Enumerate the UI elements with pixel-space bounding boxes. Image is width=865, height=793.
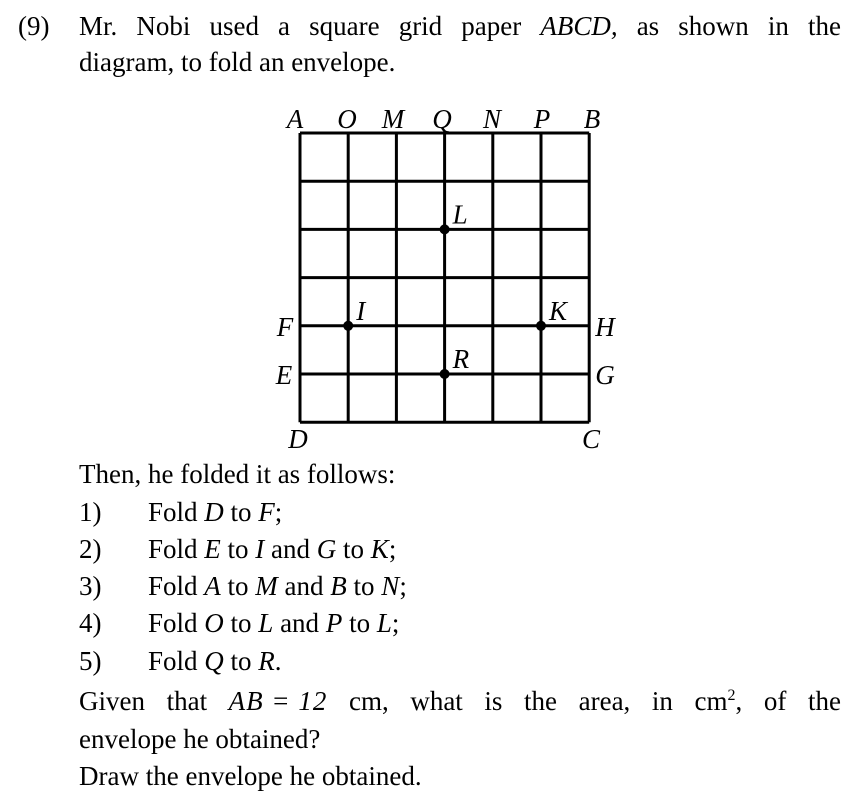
top-label-o: O: [337, 104, 357, 134]
question-number: (9): [18, 11, 50, 41]
step-word: to: [223, 646, 259, 676]
step-number: 5): [79, 646, 102, 676]
step-word: ;: [391, 608, 400, 638]
point-label: L: [376, 608, 392, 638]
word: the: [807, 686, 841, 716]
point-label: O: [204, 608, 224, 638]
math-expression: AB = 12: [228, 686, 328, 716]
step-word: and: [273, 608, 326, 638]
step-text: [148, 497, 282, 528]
word: Given: [79, 686, 145, 716]
point-label: L: [258, 608, 274, 638]
step-word: ;: [399, 571, 407, 601]
step-text: [148, 608, 399, 639]
step-text: [148, 646, 282, 677]
point-l: [440, 224, 450, 234]
step-word: to: [336, 534, 371, 564]
top-label-m: M: [381, 104, 405, 134]
step-number: 2): [79, 534, 102, 564]
point-label: R: [258, 646, 275, 676]
step-word: to: [220, 571, 256, 601]
word: that: [166, 686, 208, 716]
step-word: ;: [274, 497, 283, 527]
top-label-b: B: [583, 104, 601, 134]
word: grid: [398, 11, 443, 41]
point-label: D: [204, 497, 224, 527]
step-word: to: [342, 608, 377, 638]
superscript-2: 2: [727, 687, 736, 704]
top-label-n: N: [482, 104, 502, 134]
given-line: [79, 686, 841, 716]
given-line-2: envelope he obtained?: [79, 724, 321, 754]
point-label: N: [381, 571, 400, 601]
point-label: K: [370, 534, 389, 564]
word: as: [636, 11, 660, 41]
point-label: Q: [204, 646, 224, 676]
point-label: A: [204, 571, 221, 601]
point-r: [440, 369, 450, 379]
point-k: [536, 321, 546, 331]
point-label-k: K: [549, 295, 568, 326]
unit-cm2: $cm^2$,: [694, 686, 743, 716]
point-label-i: I: [356, 295, 366, 326]
step-word: and: [264, 534, 317, 564]
draw-line: Draw the envelope he obtained.: [79, 761, 422, 791]
word: what: [410, 686, 463, 716]
word: a: [278, 11, 291, 41]
point-label: G: [316, 534, 337, 564]
top-label-p: P: [533, 104, 551, 134]
word: square: [309, 11, 380, 41]
step-word: to: [220, 534, 256, 564]
point-label: F: [258, 497, 275, 527]
step-text: [148, 534, 396, 565]
top-label-a: A: [286, 104, 304, 134]
point-label: E: [204, 534, 221, 564]
word: the: [808, 11, 841, 41]
step-word: Fold: [148, 534, 205, 564]
word: shown: [678, 11, 749, 41]
step-word: Fold: [148, 497, 205, 527]
step-word: Fold: [148, 608, 205, 638]
point-label: M: [255, 571, 278, 601]
word: of: [763, 686, 787, 716]
step-word: .: [274, 646, 282, 676]
word: in: [651, 686, 673, 716]
word: paper: [461, 11, 522, 41]
word: the: [524, 686, 558, 716]
left-label-e: E: [275, 360, 293, 390]
point-label: P: [325, 608, 343, 638]
point-label: I: [255, 534, 265, 564]
step-word: ;: [388, 534, 397, 564]
step-word: to: [346, 571, 382, 601]
left-label-d: D: [288, 424, 308, 454]
right-label-g: G: [595, 360, 615, 390]
word: cm,: [348, 686, 389, 716]
word: is: [484, 686, 503, 716]
step-word: Fold: [148, 646, 205, 676]
step-word: to: [223, 608, 259, 638]
step-number: 1): [79, 497, 102, 527]
point-label-l: L: [452, 199, 468, 230]
word: in: [767, 11, 789, 41]
step-word: and: [277, 571, 331, 601]
point-i: [343, 321, 353, 331]
step-text: [148, 571, 407, 602]
word: area,: [578, 686, 631, 716]
right-label-h: H: [595, 312, 615, 342]
word: Mr.: [79, 11, 118, 41]
top-label-q: Q: [432, 104, 452, 134]
word-italic: ABCD,: [540, 11, 618, 41]
point-label-r: R: [452, 344, 470, 374]
step-word: to: [223, 497, 259, 527]
step-word: Fold: [148, 571, 205, 601]
left-label-f: F: [276, 312, 294, 342]
right-label-c: C: [581, 424, 601, 454]
point-label: B: [330, 571, 347, 601]
then-line: Then, he folded it as follows:: [79, 459, 396, 489]
step-number: 4): [79, 608, 102, 638]
intro-line-2: diagram, to fold an envelope.: [79, 47, 396, 77]
word: Nobi: [136, 11, 191, 41]
step-number: 3): [79, 571, 102, 601]
word: used: [209, 11, 259, 41]
